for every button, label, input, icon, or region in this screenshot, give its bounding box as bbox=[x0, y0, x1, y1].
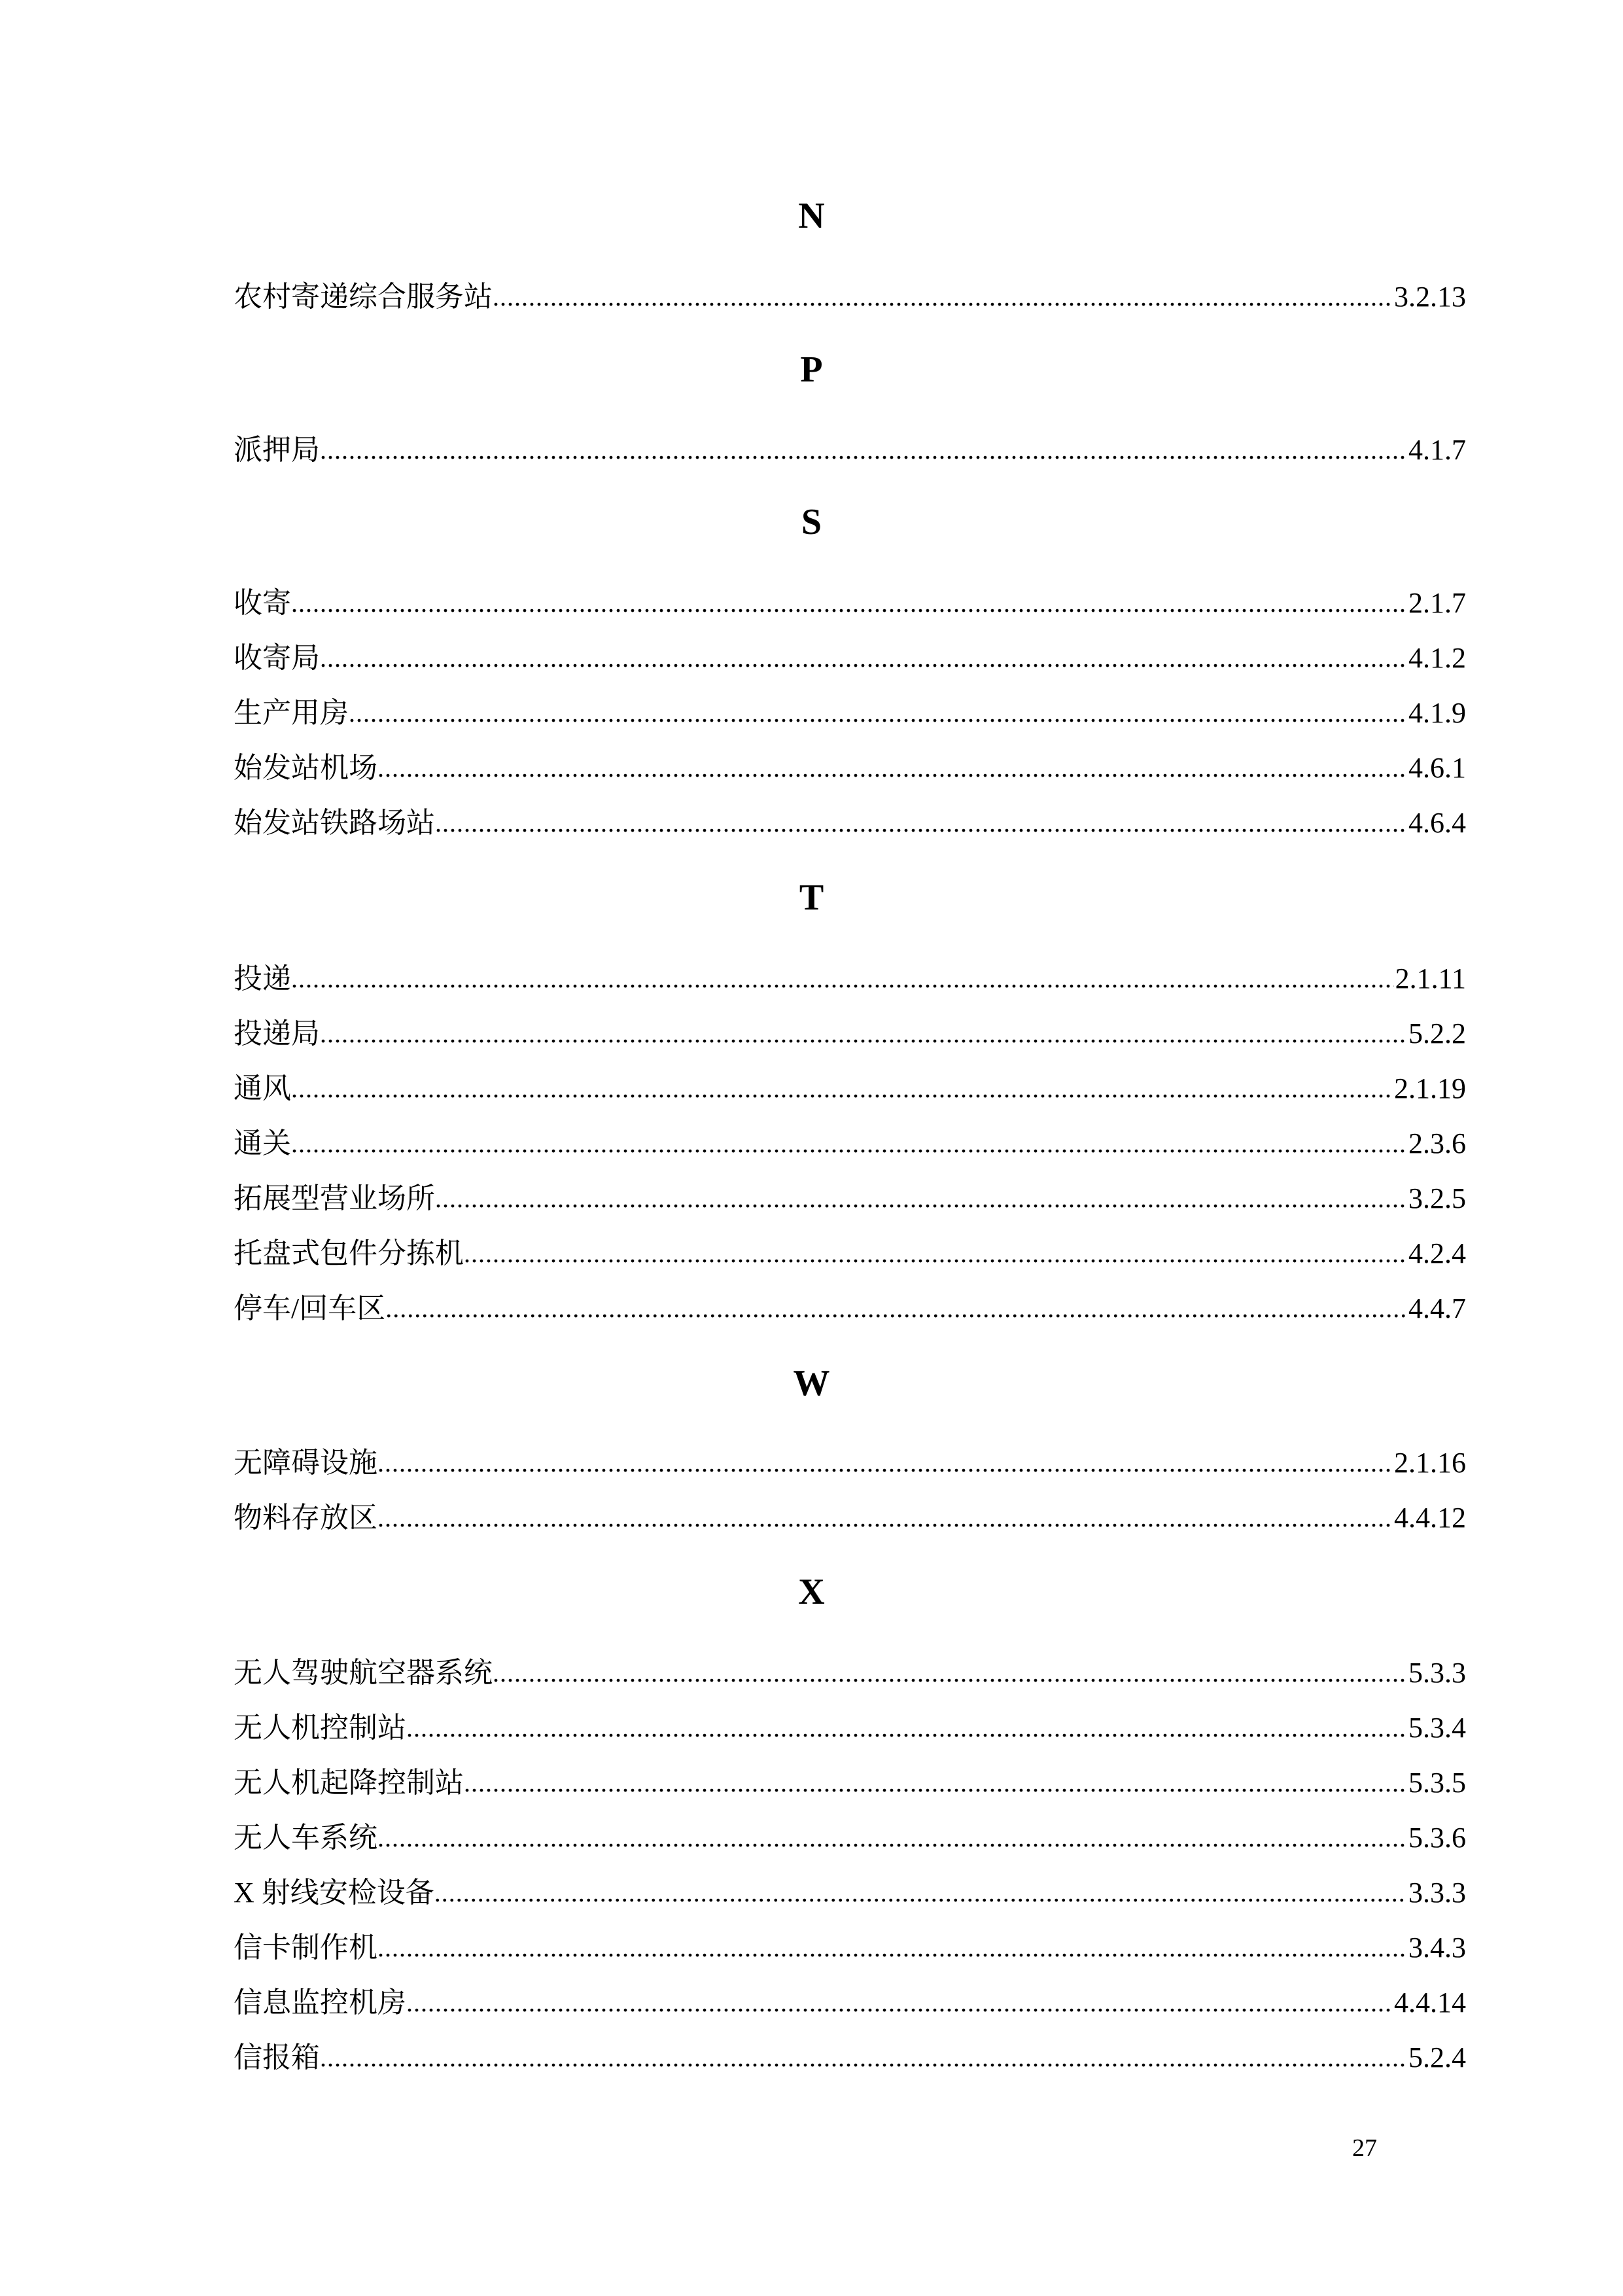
dot-leader bbox=[377, 1818, 1407, 1858]
index-ref: 4.1.7 bbox=[1408, 434, 1466, 466]
index-term: 始发站机场 bbox=[234, 752, 377, 784]
dot-leader bbox=[464, 1763, 1407, 1803]
dot-leader bbox=[320, 2038, 1407, 2077]
index-entry bbox=[234, 1069, 1466, 1108]
index-ref: 5.2.2 bbox=[1408, 1017, 1466, 1050]
index-term: 农村寄递综合服务站 bbox=[234, 281, 493, 313]
dot-leader bbox=[377, 749, 1407, 788]
index-ref: 5.2.4 bbox=[1408, 2041, 1466, 2074]
index-entry bbox=[234, 1179, 1466, 1218]
dot-leader bbox=[406, 1983, 1393, 2022]
dot-leader bbox=[291, 959, 1394, 998]
index-term: 无人驾驶航空器系统 bbox=[234, 1657, 493, 1689]
index-ref: 3.3.3 bbox=[1408, 1877, 1466, 1909]
index-ref: 4.6.1 bbox=[1408, 752, 1466, 784]
index-term: 托盘式包件分拣机 bbox=[234, 1237, 464, 1269]
index-entry bbox=[234, 1763, 1466, 1803]
index-ref: 2.1.7 bbox=[1408, 587, 1466, 619]
index-ref: 5.3.4 bbox=[1408, 1712, 1466, 1744]
index-ref: 2.3.6 bbox=[1408, 1127, 1466, 1159]
dot-leader bbox=[320, 639, 1407, 678]
index-term: 始发站铁路场站 bbox=[234, 807, 435, 839]
dot-leader bbox=[435, 804, 1407, 843]
index-ref: 4.4.7 bbox=[1408, 1292, 1466, 1324]
index-entry bbox=[234, 749, 1466, 788]
index-entry bbox=[234, 277, 1466, 317]
index-ref: 5.3.5 bbox=[1408, 1767, 1466, 1799]
index-term: 无人机控制站 bbox=[234, 1712, 406, 1744]
index-entry bbox=[234, 1818, 1466, 1858]
index-term: 无人机起降控制站 bbox=[234, 1767, 464, 1799]
dot-leader bbox=[464, 1234, 1407, 1273]
index-term: 信报箱 bbox=[234, 2041, 320, 2074]
index-ref: 5.3.3 bbox=[1408, 1657, 1466, 1689]
index-term: 投递局 bbox=[234, 1017, 320, 1050]
section-letter-w: W bbox=[793, 1363, 830, 1404]
dot-leader bbox=[493, 1653, 1407, 1693]
index-ref: 2.1.11 bbox=[1395, 963, 1466, 995]
index-ref: 5.3.6 bbox=[1408, 1822, 1466, 1854]
dot-leader bbox=[434, 1873, 1407, 1913]
index-entry bbox=[234, 1708, 1466, 1748]
index-ref: 4.6.4 bbox=[1408, 807, 1466, 839]
index-entry bbox=[234, 804, 1466, 843]
section-letter-x: X bbox=[798, 1572, 825, 1612]
index-term: 信息监控机房 bbox=[234, 1987, 406, 2019]
dot-leader bbox=[377, 1443, 1393, 1483]
index-term: 拓展型营业场所 bbox=[234, 1182, 435, 1214]
index-ref: 4.4.12 bbox=[1394, 1502, 1466, 1534]
index-term: 通风 bbox=[234, 1072, 291, 1104]
page-number: 27 bbox=[1352, 2134, 1377, 2162]
dot-leader bbox=[435, 1179, 1407, 1218]
index-entry bbox=[234, 1983, 1466, 2022]
dot-leader bbox=[493, 277, 1393, 317]
index-ref: 4.1.9 bbox=[1408, 697, 1466, 729]
index-entry bbox=[234, 584, 1466, 623]
index-entry bbox=[234, 639, 1466, 678]
index-entry bbox=[234, 694, 1466, 733]
index-entry bbox=[234, 1443, 1466, 1483]
section-letter-n: N bbox=[798, 196, 825, 236]
index-term: 投递 bbox=[234, 963, 291, 995]
index-ref: 3.2.13 bbox=[1394, 281, 1466, 313]
index-term: 派押局 bbox=[234, 434, 320, 466]
index-term: 物料存放区 bbox=[234, 1502, 377, 1534]
dot-leader bbox=[320, 431, 1407, 470]
index-term: 生产用房 bbox=[234, 697, 349, 729]
section-letter-p: P bbox=[800, 349, 823, 390]
dot-leader bbox=[377, 1498, 1393, 1538]
index-term: 收寄局 bbox=[234, 642, 320, 674]
index-entry bbox=[234, 1653, 1466, 1693]
index-ref: 4.2.4 bbox=[1408, 1237, 1466, 1269]
section-letter-s: S bbox=[801, 502, 822, 542]
index-entry bbox=[234, 1014, 1466, 1053]
dot-leader bbox=[291, 1124, 1407, 1163]
index-term: 无障碍设施 bbox=[234, 1447, 377, 1479]
index-entry bbox=[234, 1289, 1466, 1328]
index-entry bbox=[234, 1928, 1466, 1968]
dot-leader bbox=[291, 584, 1407, 623]
index-entry bbox=[234, 2038, 1466, 2077]
index-ref: 4.4.14 bbox=[1394, 1987, 1466, 2019]
dot-leader bbox=[349, 694, 1407, 733]
index-entry bbox=[234, 1498, 1466, 1538]
index-entry bbox=[234, 1873, 1466, 1913]
index-term: 无人车系统 bbox=[234, 1822, 377, 1854]
index-ref: 3.2.5 bbox=[1408, 1182, 1466, 1214]
index-entry bbox=[234, 431, 1466, 470]
dot-leader bbox=[406, 1708, 1407, 1748]
dot-leader bbox=[291, 1069, 1393, 1108]
index-term: 通关 bbox=[234, 1127, 291, 1159]
dot-leader bbox=[385, 1289, 1407, 1328]
index-ref: 2.1.19 bbox=[1394, 1072, 1466, 1104]
index-entry bbox=[234, 1234, 1466, 1273]
index-term: 信卡制作机 bbox=[234, 1932, 377, 1964]
index-ref: 4.1.2 bbox=[1408, 642, 1466, 674]
dot-leader bbox=[320, 1014, 1407, 1053]
index-term: 收寄 bbox=[234, 587, 291, 619]
index-term: 停车/回车区 bbox=[234, 1292, 386, 1324]
index-ref: 3.4.3 bbox=[1408, 1932, 1466, 1964]
index-ref: 2.1.16 bbox=[1394, 1447, 1466, 1479]
dot-leader bbox=[377, 1928, 1407, 1968]
index-entry bbox=[234, 959, 1466, 998]
index-entry bbox=[234, 1124, 1466, 1163]
section-letter-t: T bbox=[799, 877, 824, 918]
index-term: X 射线安检设备 bbox=[234, 1877, 434, 1909]
